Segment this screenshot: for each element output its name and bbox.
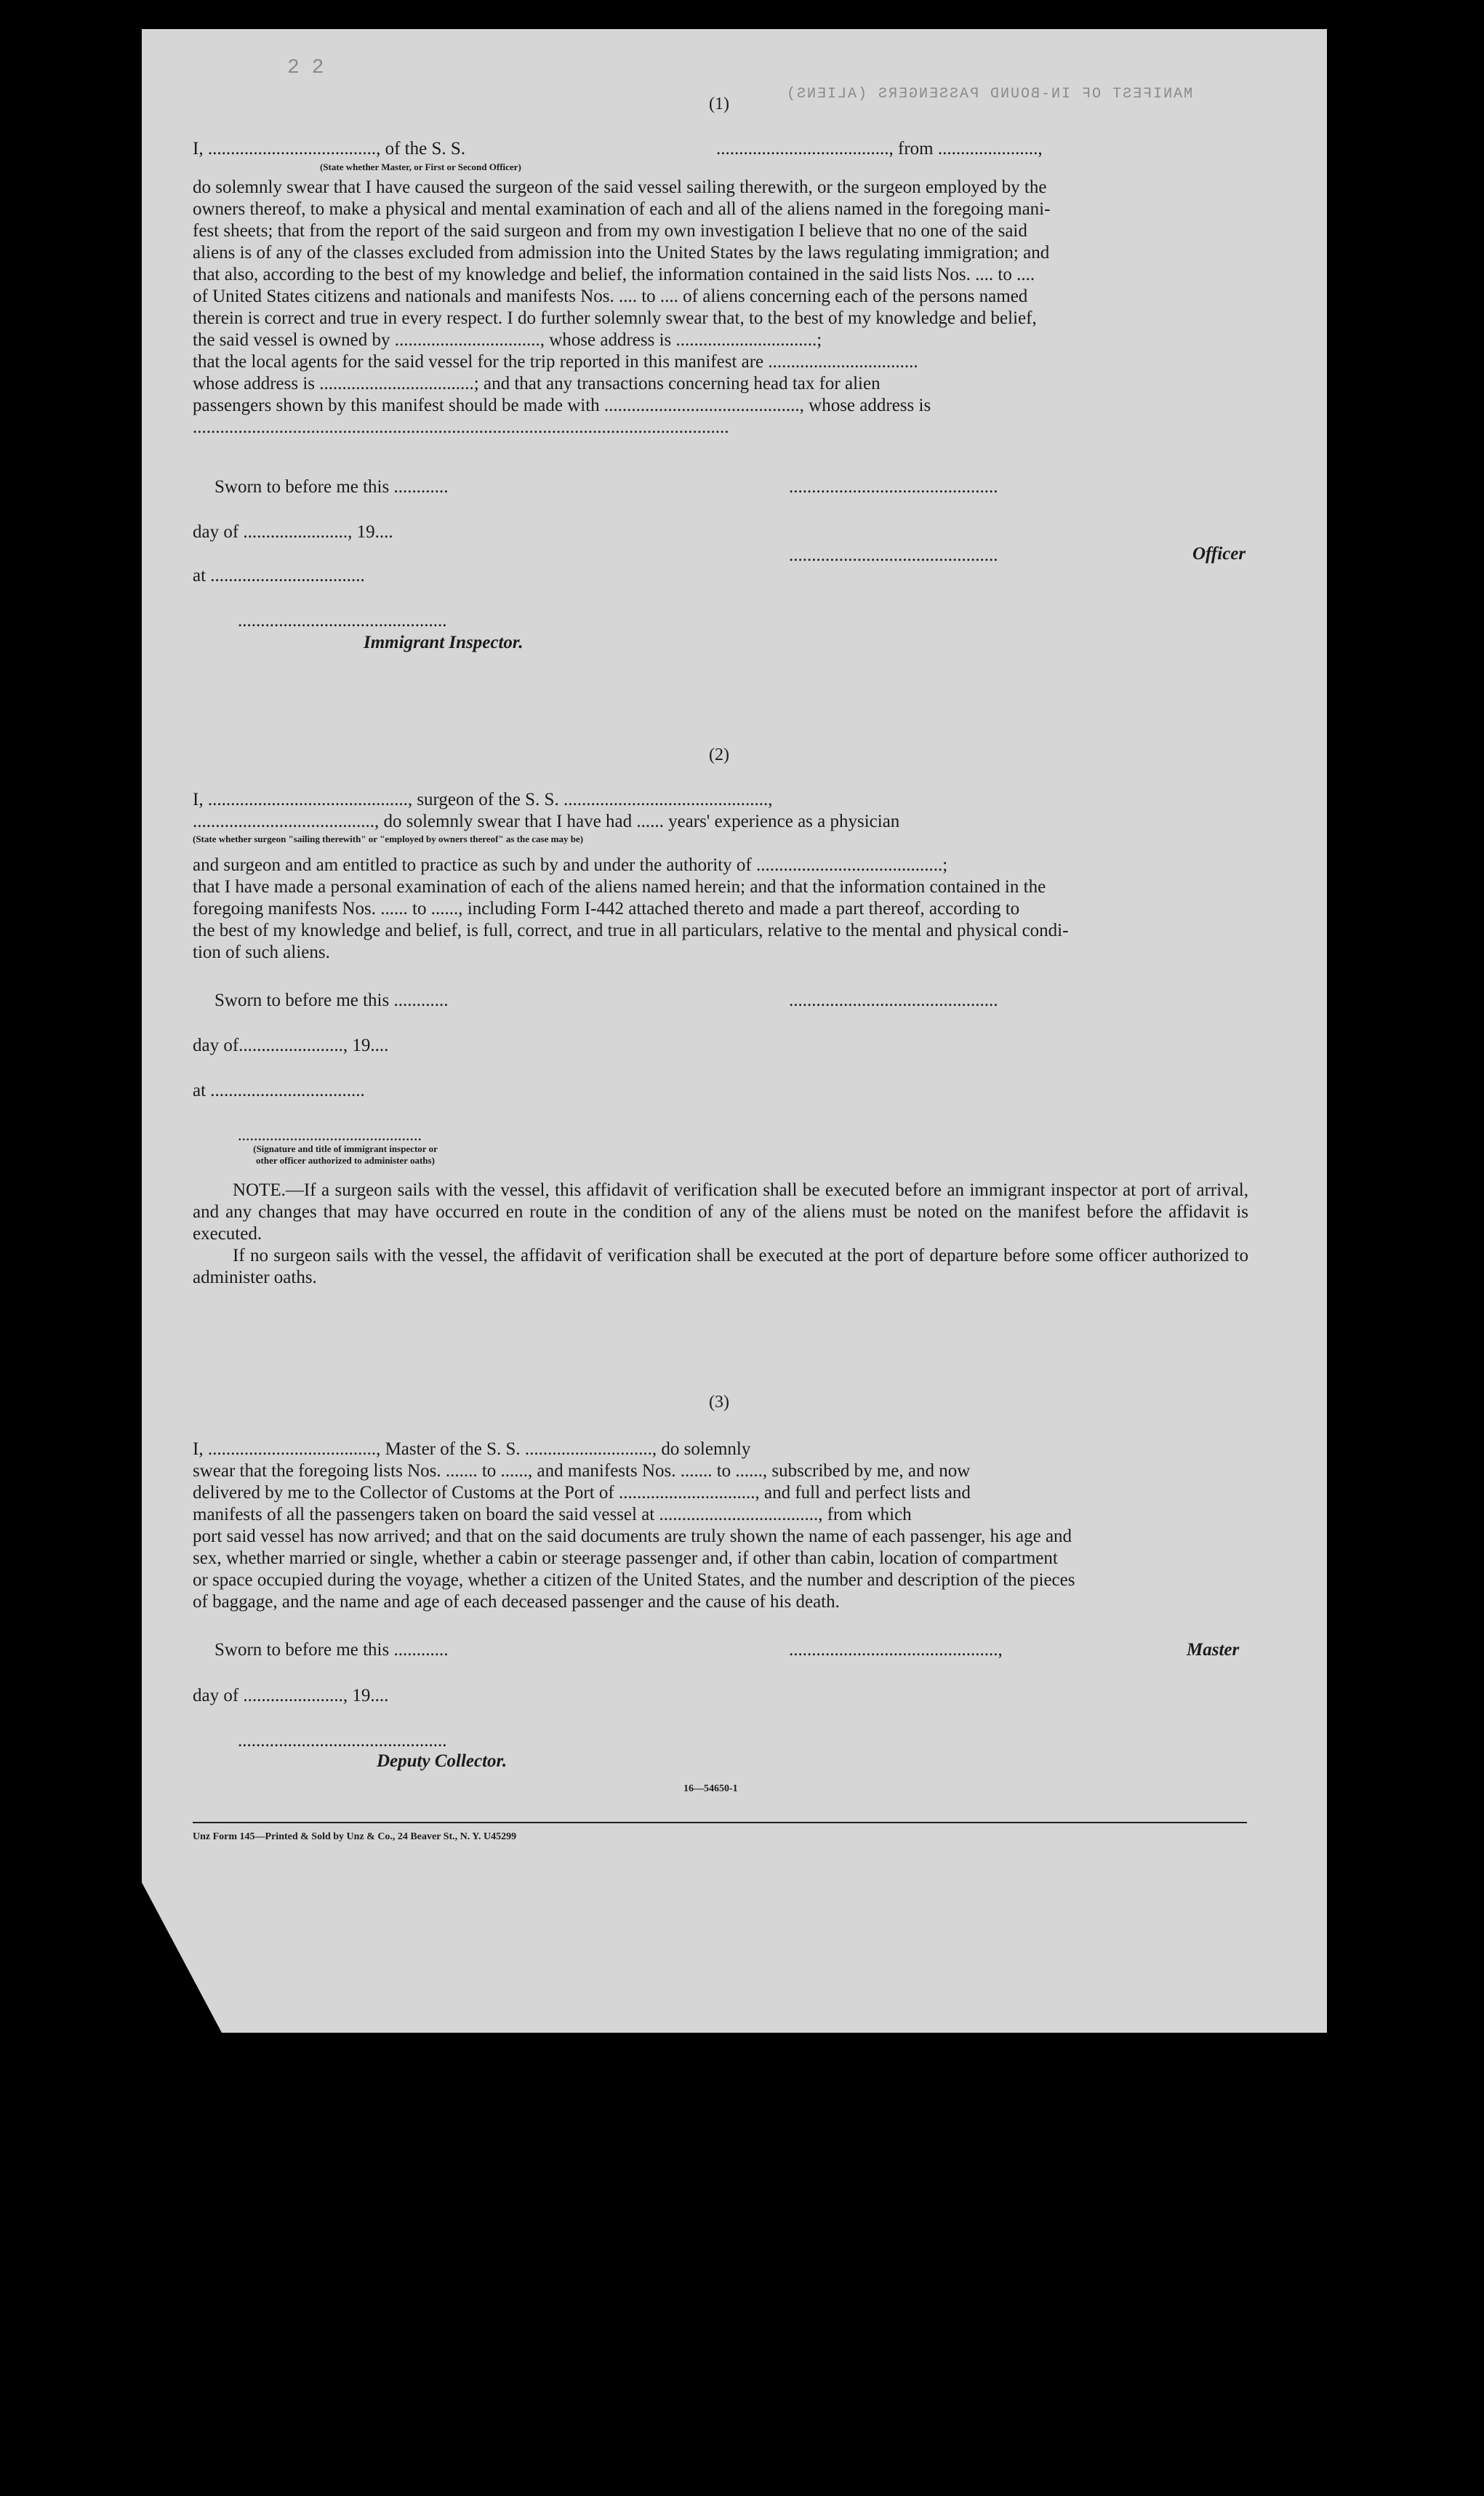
oath-line: whose address is ..................................; and that any transactions concerning head tax for alien [193,374,881,393]
oath-line: of United States citizens and nationals and manifests Nos. .... to .... of aliens concerning each of the persons named [193,287,1028,306]
oath-line: owners thereof, to make a physical and mental examination of each and all of the aliens named in the foregoing mani- [193,199,1051,219]
inspector-signature-line: .............................................. [238,611,447,631]
signature-caption [236,1143,454,1167]
master-signature-line: .............................................., [789,1640,1003,1660]
officer-rank-caption: (State whether Master, or First or Second Officer) [320,161,521,172]
oath-line: the said vessel is owned by ................................, whose address is ...............................; [193,330,822,350]
oath-line: that also, according to the best of my knowledge and belief, the information contained in the said lists Nos. .... to .... [193,265,1035,284]
surgeon-signature-line: .............................................. [789,991,998,1010]
note-text: NOTE.—If a surgeon sails with the vessel, this affidavit of verification shall be executed before an immigrant inspector at port of arrival, and any changes that may have occurred en route in the condition of any of the aliens must be noted on the manifest before the affidavit is executed. [193,1180,1248,1244]
punch-hole [1371,1964,1411,2003]
section-1-oath-text [193,177,1248,439]
master-line-start: I, ....................................., of the S. S. [193,139,465,159]
at-line-2: at .................................. [193,1081,365,1100]
oath-line: the best of my knowledge and belief, is full, correct, and true in all particulars, relative to the mental and physical condi- [193,921,1069,940]
vessel-from-line: ......................................, from ......................, [716,139,1043,159]
note-paragraph-2 [193,1245,1248,1289]
oath-line: and surgeon and am entitled to practice as such by and under the authority of .........................................; [193,855,948,875]
oath-line: that I have made a personal examination of each of the aliens named herein; and that the information contained in the [193,877,1046,897]
sworn-before-me-1: Sworn to before me this ............ [214,477,449,497]
oath-line: of baggage, and the name and age of each deceased passenger and the cause of his death. [193,1592,840,1612]
oath-line: swear that the foregoing lists Nos. ....... to ......, and manifests Nos. ....... to ......, subscribed by me, and now [193,1461,971,1481]
form-code: 16—54650-1 [683,1783,738,1794]
punch-hole [1360,1373,1399,1412]
punch-hole [1362,92,1401,132]
oath-line: foregoing manifests Nos. ...... to ......, including Form I-442 attached thereto and made a part thereof, according to [193,899,1020,919]
signature-caption-line: (Signature and title of immigrant inspector or [253,1143,438,1154]
surgeon-type-caption: (State whether surgeon "sailing therewith" or "employed by owners thereof" as the case may be) [193,833,584,844]
oath-line: ...................................................................................................................... [193,417,729,437]
surgeon-first-line: I, ............................................, surgeon of the S. S. ............................................., [193,790,773,809]
sworn-before-me-2: Sworn to before me this ............ [214,991,449,1010]
section-2-oath-text [193,855,1248,964]
officer-label: Officer [1192,544,1246,564]
section-1-first-line [193,138,1248,160]
at-line-1: at .................................. [193,566,365,585]
immigrant-inspector-label: Immigrant Inspector. [364,633,524,652]
oath-line: that the local agents for the said vessel for the trip reported in this manifest are ................................. [193,352,918,372]
oath-line: manifests of all the passengers taken on board the said vessel at ..................................., from which [193,1505,912,1524]
oath-line: delivered by me to the Collector of Customs at the Port of .............................., and full and perfect lists and [193,1483,971,1503]
oath-line: therein is correct and true in every respect. I do further solemnly swear that, to the best of my knowledge and belief, [193,308,1037,328]
oath-line: do solemnly swear that I have caused the surgeon of the said vessel sailing therewith, or the surgeon employed by the [193,177,1047,197]
oath-line: passengers shown by this manifest should be made with ..........................................., whose address is [193,396,931,415]
section-3-number: (3) [709,1393,729,1412]
note-text: If no surgeon sails with the vessel, the affidavit of verification shall be executed at the port of departure before some officer authorized to administer oaths. [193,1246,1248,1287]
deputy-collector-label: Deputy Collector. [377,1751,508,1771]
master-label: Master [1187,1640,1240,1660]
bleed-through-title: MANIFEST OF IN-BOUND PASSENGERS (ALIENS) [785,86,1193,103]
oath-line: or space occupied during the voyage, whether a citizen of the United States, and the number and description of the pieces [193,1570,1075,1590]
day-of-line-3: day of ......................, 19.... [193,1686,389,1705]
punch-hole [1378,231,1417,271]
oath-line: port said vessel has now arrived; and that on the said documents are truly shown the name of each passenger, his age and [193,1527,1072,1546]
section-1-number: (1) [709,95,729,113]
inspector-signature-line-2: .............................................. [238,1126,422,1144]
oath-line: tion of such aliens. [193,943,330,962]
day-of-line-2: day of......................., 19.... [193,1036,389,1055]
surgeon-second-line: ........................................, do solemnly swear that I have had ...... years' experience as a physician [193,812,900,831]
oath-line: aliens is of any of the classes excluded from admission into the United States by the laws regulating immigration; and [193,243,1050,263]
day-of-line-1: day of ......................., 19.... [193,522,393,542]
note-paragraph [193,1180,1248,1245]
section-2-number: (2) [709,745,729,764]
signature-caption-line: other officer authorized to administer oaths) [256,1155,435,1166]
printer-imprint: Unz Form 145—Printed & Sold by Unz & Co., 24 Beaver St., N. Y. U45299 [193,1831,517,1842]
oath-line: I, ....................................., Master of the S. S. ............................, do solemnly [193,1439,751,1459]
oath-line: sex, whether married or single, whether a cabin or steerage passenger and, if other than cabin, location of compartment [193,1548,1058,1568]
oath-line: fest sheets; that from the report of the said surgeon and from my own investigation I believe that no one of the said [193,221,1027,241]
footer-rule [193,1822,1247,1823]
punch-hole [1376,1020,1416,1060]
punch-hole [1362,692,1401,732]
bleed-through-mark: 2 2 [287,57,324,79]
officer-signature-line: .............................................. [789,545,998,565]
section-3-oath-text [193,1439,1248,1613]
punch-hole [1360,1851,1399,1890]
collector-signature-line: .............................................. [238,1731,447,1751]
sworn-before-me-3: Sworn to before me this ............ [214,1640,449,1660]
officer-signature-line-top: .............................................. [789,477,998,497]
